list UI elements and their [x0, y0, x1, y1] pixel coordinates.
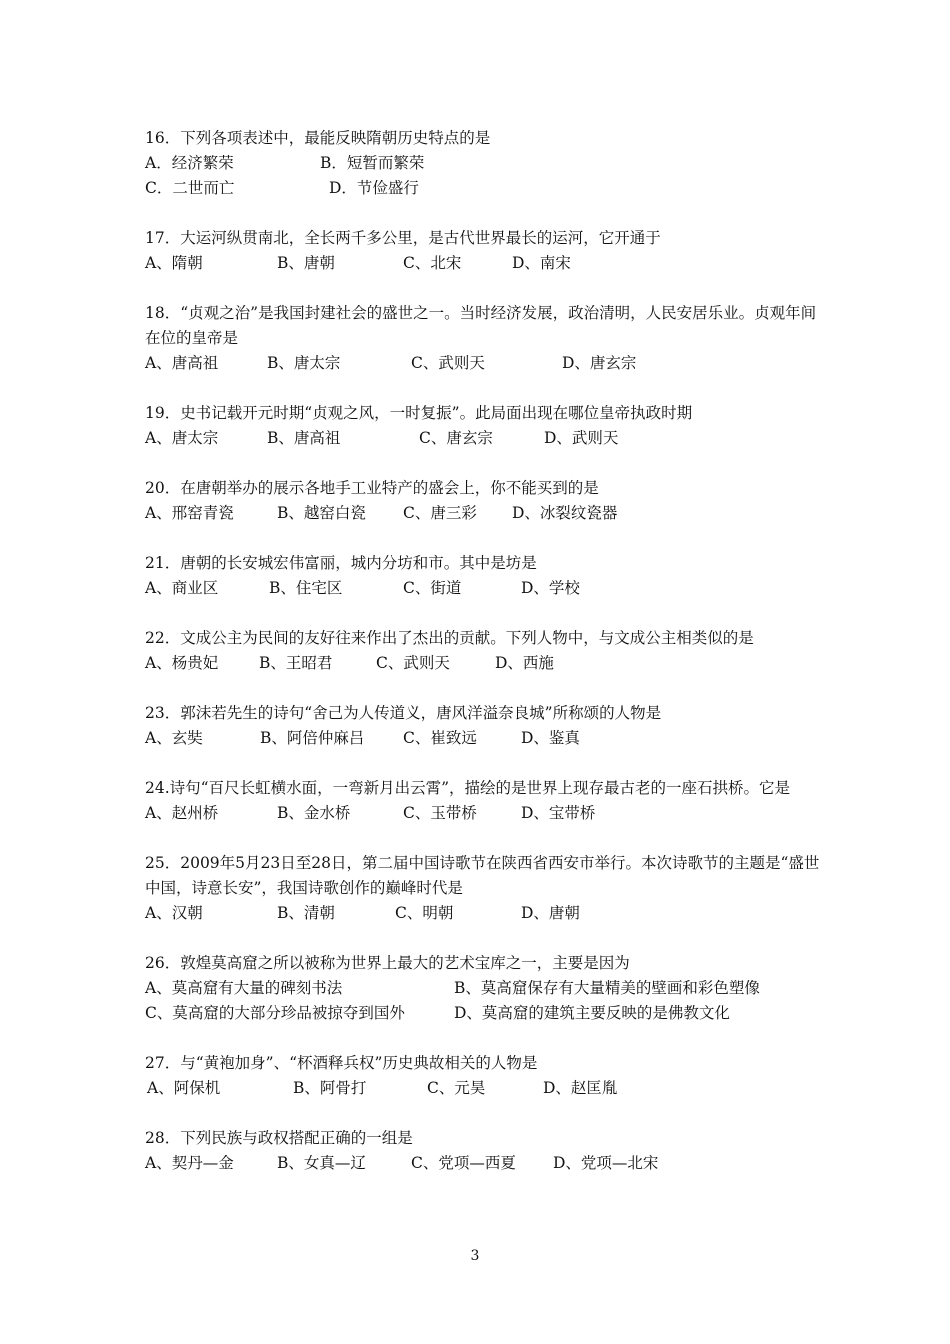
- question-stem: 25．2009年5月23日至28日，第二届中国诗歌节在陕西省西安市举行。本次诗歌节的主题是“盛世中国，诗意长安”，我国诗歌创作的巅峰时代是: [145, 854, 820, 897]
- question-25: [145, 851, 825, 926]
- option-c: C．二世而亡: [145, 179, 235, 197]
- question-stem: 27．与“黄袍加身”、“杯酒释兵权”历史典故相关的人物是: [145, 1054, 538, 1072]
- option-d: D、唐朝: [521, 904, 580, 922]
- option-a: A、唐高祖: [145, 354, 219, 372]
- question-20: [145, 476, 825, 526]
- question-18: [145, 301, 825, 376]
- option-c: C、北宋: [403, 254, 462, 272]
- option-d: D、鉴真: [521, 729, 580, 747]
- option-d: D、赵匡胤: [543, 1079, 618, 1097]
- options-row: [145, 351, 825, 376]
- page-number: 3: [470, 1248, 480, 1264]
- question-24: [145, 776, 825, 826]
- option-b: B、金水桥: [277, 804, 351, 822]
- question-stem: 28．下列民族与政权搭配正确的一组是: [145, 1129, 413, 1147]
- options-row: [145, 1151, 825, 1176]
- question-26: [145, 951, 825, 1026]
- option-a: A、汉朝: [145, 904, 203, 922]
- option-c: C、唐三彩: [403, 504, 477, 522]
- option-a: A．经济繁荣: [145, 154, 234, 172]
- question-19: [145, 401, 825, 451]
- option-a: A、赵州桥: [145, 804, 219, 822]
- question-stem: 23．郭沫若先生的诗句“舍己为人传道义，唐风洋溢奈良城”所称颂的人物是: [145, 704, 662, 722]
- option-b: B、唐朝: [277, 254, 335, 272]
- option-d: D、西施: [495, 654, 554, 672]
- question-stem: 21．唐朝的长安城宏伟富丽，城内分坊和市。其中是坊是: [145, 554, 537, 572]
- option-b: B、清朝: [277, 904, 335, 922]
- option-c: C、莫高窟的大部分珍品被掠夺到国外: [145, 1004, 405, 1022]
- option-d: D、学校: [521, 579, 580, 597]
- option-d: D、唐玄宗: [562, 354, 637, 372]
- options-row: [145, 976, 825, 1001]
- option-b: B、阿骨打: [293, 1079, 367, 1097]
- option-b: B、莫高窟保存有大量精美的壁画和彩色塑像: [454, 979, 760, 997]
- option-b: B．短暂而繁荣: [320, 154, 425, 172]
- option-a: A、商业区: [145, 579, 219, 597]
- option-b: B、王昭君: [259, 654, 333, 672]
- options-row: [145, 1076, 825, 1101]
- exam-page: [145, 126, 825, 1201]
- question-stem: 24.诗句“百尺长虹横水面，一弯新月出云霄”，描绘的是世界上现存最古老的一座石拱桥。它是: [145, 779, 791, 797]
- option-a: A、阿保机: [147, 1079, 221, 1097]
- question-27: [145, 1051, 825, 1101]
- question-28: [145, 1126, 825, 1176]
- question-stem: 16．下列各项表述中，最能反映隋朝历史特点的是: [145, 129, 491, 147]
- option-b: B、唐太宗: [267, 354, 341, 372]
- option-d: D、党项—北宋: [553, 1154, 659, 1172]
- option-b: B、唐高祖: [267, 429, 341, 447]
- option-c: C、玉带桥: [403, 804, 477, 822]
- options-row: [145, 1001, 825, 1026]
- question-stem: 20．在唐朝举办的展示各地手工业特产的盛会上，你不能买到的是: [145, 479, 599, 497]
- option-c: C、崔致远: [403, 729, 477, 747]
- option-a: A、契丹—金: [145, 1154, 234, 1172]
- option-b: B、女真—辽: [277, 1154, 366, 1172]
- option-d: D、冰裂纹瓷器: [512, 504, 618, 522]
- options-row: [145, 576, 825, 601]
- question-16: [145, 126, 825, 201]
- options-row: [145, 426, 825, 451]
- option-d: D、莫高窟的建筑主要反映的是佛教文化: [454, 1004, 730, 1022]
- options-row: [145, 176, 825, 201]
- options-row: [145, 801, 825, 826]
- option-a: A、隋朝: [145, 254, 203, 272]
- option-c: C、明朝: [395, 904, 454, 922]
- option-a: A、唐太宗: [145, 429, 219, 447]
- question-stem: 18．“贞观之治”是我国封建社会的盛世之一。当时经济发展，政治清明，人民安居乐业。贞观年间在位的皇帝是: [145, 304, 817, 347]
- option-c: C、武则天: [411, 354, 485, 372]
- question-stem: 26．敦煌莫高窟之所以被称为世界上最大的艺术宝库之一，主要是因为: [145, 954, 630, 972]
- option-d: D、南宋: [512, 254, 571, 272]
- question-23: [145, 701, 825, 751]
- options-row: [145, 901, 825, 926]
- question-stem: 22．文成公主为民间的友好往来作出了杰出的贡献。下列人物中，与文成公主相类似的是: [145, 629, 754, 647]
- option-a: A、玄奘: [145, 729, 203, 747]
- option-b: B、阿倍仲麻吕: [260, 729, 365, 747]
- options-row: [145, 501, 825, 526]
- option-a: A、杨贵妃: [145, 654, 219, 672]
- option-d: D．节俭盛行: [329, 179, 419, 197]
- option-a: A、莫高窟有大量的碑刻书法: [145, 979, 343, 997]
- question-stem: 17．大运河纵贯南北，全长两千多公里，是古代世界最长的运河，它开通于: [145, 229, 661, 247]
- option-b: B、住宅区: [269, 579, 343, 597]
- question-17: [145, 226, 825, 276]
- question-stem: 19．史书记载开元时期“贞观之风，一时复振”。此局面出现在哪位皇帝执政时期: [145, 404, 693, 422]
- option-c: C、唐玄宗: [419, 429, 493, 447]
- options-row: [145, 151, 825, 176]
- option-c: C、元昊: [427, 1079, 486, 1097]
- options-row: [145, 726, 825, 751]
- option-d: D、宝带桥: [521, 804, 596, 822]
- option-c: C、党项—西夏: [411, 1154, 516, 1172]
- option-b: B、越窑白瓷: [277, 504, 366, 522]
- option-a: A、邢窑青瓷: [145, 504, 234, 522]
- option-c: C、街道: [403, 579, 462, 597]
- option-d: D、武则天: [544, 429, 619, 447]
- option-c: C、武则天: [376, 654, 450, 672]
- question-21: [145, 551, 825, 601]
- options-row: [145, 251, 825, 276]
- options-row: [145, 651, 825, 676]
- question-22: [145, 626, 825, 676]
